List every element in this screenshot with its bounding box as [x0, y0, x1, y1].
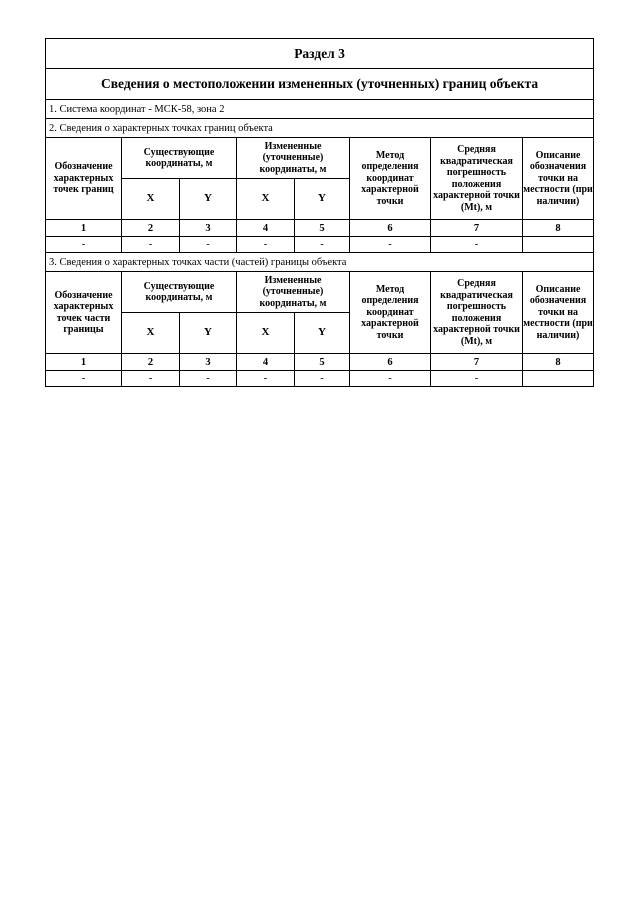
- table-cell: -: [122, 371, 180, 387]
- part2-header-existing: Существующие координаты, м: [122, 138, 237, 179]
- column-number: 5: [295, 354, 350, 371]
- coord-system-label: 1. Система координат - МСК-58, зона 2: [46, 100, 594, 119]
- part2-header-changed-y: Y: [295, 179, 350, 220]
- part3-header-description: Описание обозначения точки на местности (при наличии): [523, 272, 594, 354]
- column-number: 4: [237, 220, 295, 237]
- column-number: 4: [237, 354, 295, 371]
- column-number: 6: [350, 220, 431, 237]
- table-cell: -: [237, 371, 295, 387]
- table-cell: -: [180, 237, 237, 253]
- table-cell: [523, 237, 594, 253]
- column-number: 1: [46, 354, 122, 371]
- table-cell: -: [350, 371, 431, 387]
- part2-header-existing-y: Y: [180, 179, 237, 220]
- part2-number-row: [46, 220, 594, 237]
- part2-header-changed: Измененные (уточненные) координаты, м: [237, 138, 350, 179]
- part3-header-changed-y: Y: [295, 313, 350, 354]
- table-cell: -: [46, 371, 122, 387]
- column-number: 3: [180, 354, 237, 371]
- part3-number-row: [46, 354, 594, 371]
- table-cell: -: [180, 371, 237, 387]
- section-subtitle: Сведения о местоположении измененных (уточненных) границ объекта: [46, 69, 594, 100]
- table-cell: [523, 371, 594, 387]
- part2-header-existing-x: X: [122, 179, 180, 220]
- part3-header-changed: Измененные (уточненные) координаты, м: [237, 272, 350, 313]
- part2-header-designation: Обозначение характерных точек границ: [46, 138, 122, 220]
- section-3-table: [45, 38, 594, 387]
- table-cell: -: [431, 371, 523, 387]
- part3-header-changed-x: X: [237, 313, 295, 354]
- part3-header-error: Средняя квадратическая погрешность положения характерной точки (Mt), м: [431, 272, 523, 354]
- table-cell: -: [295, 371, 350, 387]
- table-cell: -: [122, 237, 180, 253]
- table-cell: -: [350, 237, 431, 253]
- part3-label: 3. Сведения о характерных точках части (частей) границы объекта: [46, 253, 594, 272]
- column-number: 1: [46, 220, 122, 237]
- table-row: [46, 237, 594, 253]
- column-number: 8: [523, 220, 594, 237]
- part3-header-existing: Существующие координаты, м: [122, 272, 237, 313]
- section-title: Раздел 3: [46, 39, 594, 69]
- part2-header-description: Описание обозначения точки на местности (при наличии): [523, 138, 594, 220]
- column-number: 2: [122, 354, 180, 371]
- column-number: 7: [431, 354, 523, 371]
- table-cell: -: [431, 237, 523, 253]
- column-number: 6: [350, 354, 431, 371]
- part2-header-method: Метод определения координат характерной точки: [350, 138, 431, 220]
- part2-header-changed-x: X: [237, 179, 295, 220]
- table-cell: -: [295, 237, 350, 253]
- part3-header-existing-x: X: [122, 313, 180, 354]
- part2-header-error: Средняя квадратическая погрешность положения характерной точки (Mt), м: [431, 138, 523, 220]
- column-number: 3: [180, 220, 237, 237]
- document-page: [45, 38, 593, 387]
- column-number: 5: [295, 220, 350, 237]
- table-row: [46, 371, 594, 387]
- column-number: 8: [523, 354, 594, 371]
- part3-header-designation: Обозначение характерных точек части границы: [46, 272, 122, 354]
- table-cell: -: [237, 237, 295, 253]
- part3-header-existing-y: Y: [180, 313, 237, 354]
- column-number: 7: [431, 220, 523, 237]
- part3-header-method: Метод определения координат характерной точки: [350, 272, 431, 354]
- part2-label: 2. Сведения о характерных точках границ объекта: [46, 119, 594, 138]
- column-number: 2: [122, 220, 180, 237]
- table-cell: -: [46, 237, 122, 253]
